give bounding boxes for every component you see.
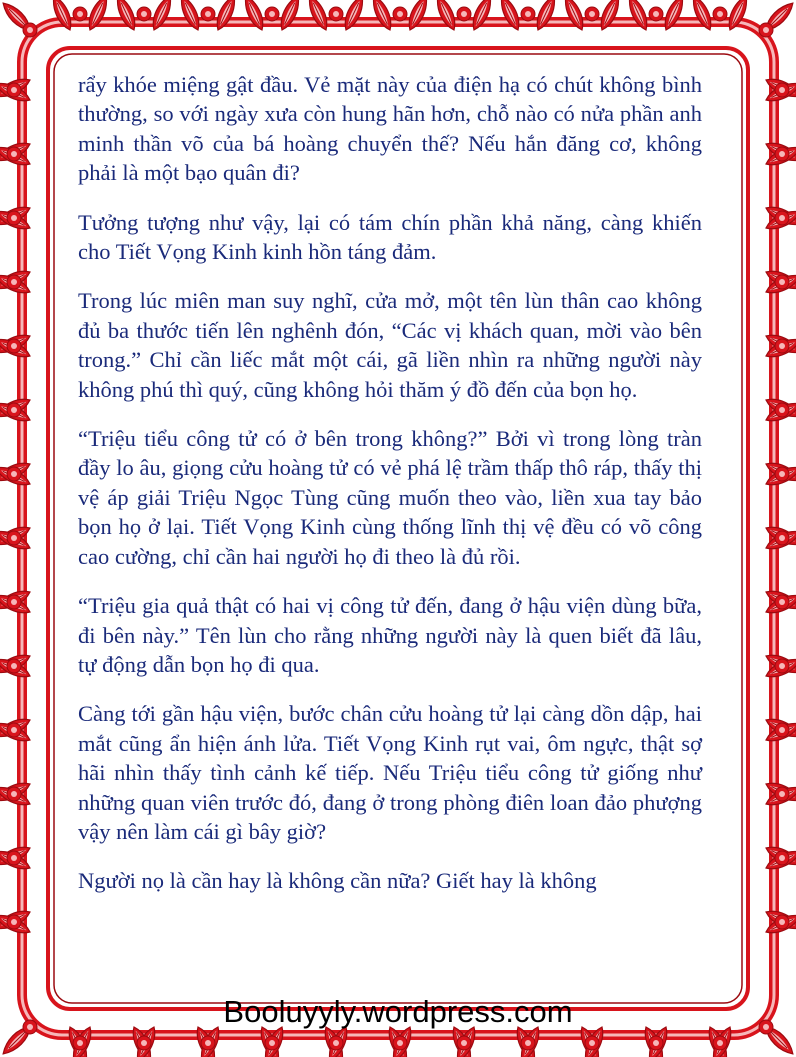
paragraph: Tưởng tượng như vậy, lại có tám chín phần khả năng, càng khiến cho Tiết Vọng Kinh kinh hồn táng đảm. xyxy=(78,209,702,265)
paragraph: Trong lúc miên man suy nghĩ, cửa mở, một tên lùn thân cao không đủ ba thước tiến lên nghênh đón, “Các vị khách quan, mời vào bên trong.” Chỉ cần liếc mắt một cái, gã liền nhìn ra những người này không phú thì quý, cũng không hỏi thăm ý đồ đến của bọn họ. xyxy=(78,288,702,402)
paragraph: “Triệu tiểu công tử có ở bên trong không?” Bởi vì trong lòng tràn đầy lo âu, giọng cửu hoàng tử có vẻ phá lệ trầm thấp thô ráp, thấy thị vệ áp giải Triệu Ngọc Tùng cũng muốn theo vào, liền xua tay bảo bọn họ ở lại. Tiết Vọng Kinh cùng thống lĩnh thị vệ đều có võ công cao cường, chỉ cần hai người họ đi theo là đủ rồi. xyxy=(78,426,702,569)
paragraph: Người nọ là cần hay là không cần nữa? Giết hay là không xyxy=(78,868,597,894)
paragraph: rẩy khóe miệng gật đầu. Vẻ mặt này của điện hạ có chút không bình thường, so với ngày xưa còn hung hãn hơn, chỗ nào có nửa phần anh minh thần võ của bá hoàng chuyển thế? Nếu hắn đăng cơ, không phải là một bạo quân đi? xyxy=(78,72,702,186)
document-page xyxy=(78,70,702,916)
watermark-text: Booluyyly.wordpress.com xyxy=(223,994,573,1029)
paragraph: Càng tới gần hậu viện, bước chân cửu hoàng tử lại càng dồn dập, hai mắt cũng ẩn hiện ánh lửa. Tiết Vọng Kinh rụt vai, ôm ngực, thật sợ hãi nhìn thấy tình cảnh kế tiếp. Nếu Triệu tiểu công tử giống như những quan viên trước đó, đang ở trong phòng điên loan đảo phượng vậy nên làm cái gì bây giờ? xyxy=(78,701,702,844)
paragraph: “Triệu gia quả thật có hai vị công tử đến, đang ở hậu viện dùng bữa, đi bên này.” Tên lùn cho rằng những người này là quen biết đã lâu, tự động dẫn bọn họ đi qua. xyxy=(78,593,702,677)
